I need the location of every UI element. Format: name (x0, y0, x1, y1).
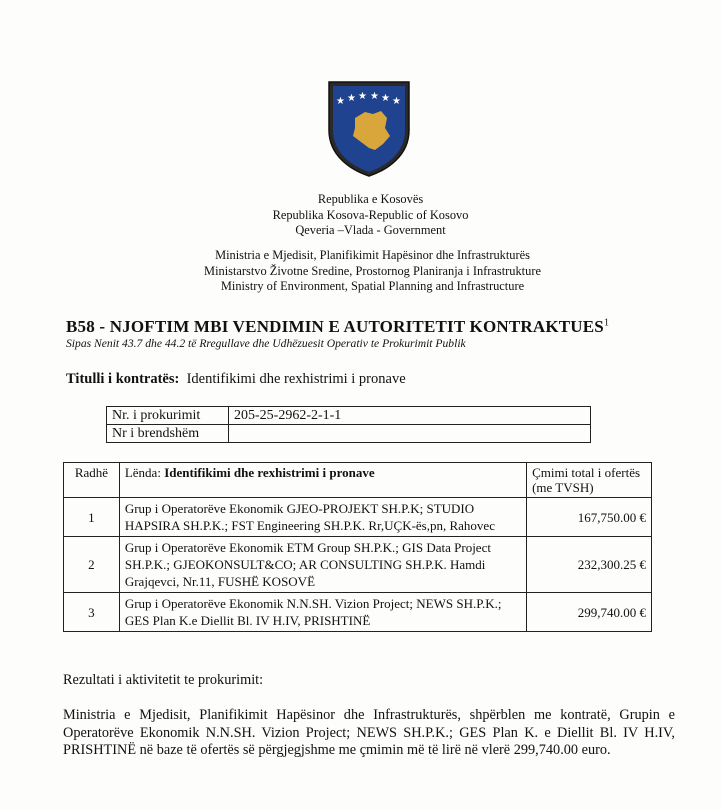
svg-text:★: ★ (392, 96, 401, 107)
subject-bold: Identifikimi dhe rexhistrimi i pronave (164, 465, 375, 480)
header-line: Republika Kosova-Republic of Kosovo (272, 207, 469, 222)
footnote-mark: 1 (603, 317, 610, 329)
header-line: Ministry of Environment, Spatial Planning and Infrastructure (220, 279, 525, 293)
notice-title-text: B58 - NJOFTIM MBI VENDIMIN E AUTORITETIT KONTRAKTUES (66, 317, 604, 336)
svg-text:★: ★ (381, 93, 390, 104)
price-cell: 167,750.00 € (527, 498, 652, 537)
rank-cell: 3 (64, 593, 120, 632)
table-row (64, 593, 652, 632)
price-header: Çmimi total i ofertës (me TVSH) (527, 463, 652, 498)
header-line: Ministarstvo Životne Sredine, Prostornog Planiranja i Infrastrukture (204, 263, 541, 278)
table-row (107, 407, 591, 425)
header-line: Republika e Kosovës (317, 192, 424, 206)
svg-text:★: ★ (370, 91, 379, 102)
ref-value: 205-25-2962-2-1-1 (229, 407, 591, 425)
ref-label: Nr. i prokurimit (107, 407, 229, 425)
notice-subtitle: Sipas Nenit 43.7 dhe 44.2 të Rregullave dhe Udhëzuesit Operativ te Prokurimit Publik (66, 337, 466, 350)
result-label: Rezultati i aktivitetit te prokurimit: (63, 672, 264, 688)
bidder-cell: Grup i Operatorëve Ekonomik ETM Group SH.P.K.; GIS Data Project SH.P.K.; GJEOKONSULT&CO; AR CONSULTING SH.P.K. Hamdi Grajqevci, Nr.11, FUSHË KOSOVË (119, 537, 526, 593)
contract-title (66, 371, 406, 388)
contract-title-label: Titulli i kontratës: (66, 371, 180, 387)
price-cell: 299,740.00 € (527, 593, 652, 632)
table-row (64, 537, 652, 593)
table-row (107, 425, 591, 443)
svg-text:★: ★ (347, 93, 356, 104)
bids-table (63, 462, 652, 632)
table-header-row (64, 463, 652, 498)
contract-title-value: Identifikimi dhe rexhistrimi i pronave (186, 371, 406, 387)
rank-cell: 2 (64, 537, 120, 593)
header-line: Ministria e Mjedisit, Planifikimit Hapësinor dhe Infrastrukturës (215, 248, 530, 262)
rank-cell: 1 (64, 498, 120, 537)
bidder-cell: Grup i Operatorëve Ekonomik GJEO-PROJEKT SH.P.K; STUDIO HAPSIRA SH.P.K.; FST Engineering SH.P.K. Rr,UÇK-ës,pn, Rahovec (119, 498, 526, 537)
price-cell: 232,300.25 € (527, 537, 652, 593)
subject-header (119, 463, 526, 498)
government-header (10, 192, 721, 239)
ref-label: Nr i brendshëm (107, 425, 229, 443)
ref-value (229, 425, 591, 443)
notice-title (66, 317, 609, 337)
ministry-header (12, 248, 721, 295)
table-row (64, 498, 652, 537)
subject-prefix: Lënda: (124, 465, 161, 480)
bidder-cell: Grup i Operatorëve Ekonomik N.N.SH. Vizion Project; NEWS SH.P.K.; GES Plan K.e Diellit Bl. IV H.IV, PRISHTINË (119, 593, 526, 632)
svg-text:★: ★ (336, 96, 345, 107)
kosovo-emblem (325, 78, 413, 178)
reference-table (106, 406, 591, 443)
svg-text:★: ★ (358, 91, 367, 102)
rank-header: Radhë (64, 463, 120, 498)
header-line: Qeveria –Vlada - Government (295, 223, 446, 237)
result-text: Ministria e Mjedisit, Planifikimit Hapësinor dhe Infrastrukturës, shpërblen me kontratë, Grupin e Operatorëve Ekonomik N.N.SH. Vizion Project; NEWS SH.P.K.; GES Plan K. e Diellit Bl. IV H.IV, PRISHTINË në baze të ofertës së përgjegjshme me çmimin më të lirë në vlerë 299,740.00 euro. (63, 707, 675, 758)
